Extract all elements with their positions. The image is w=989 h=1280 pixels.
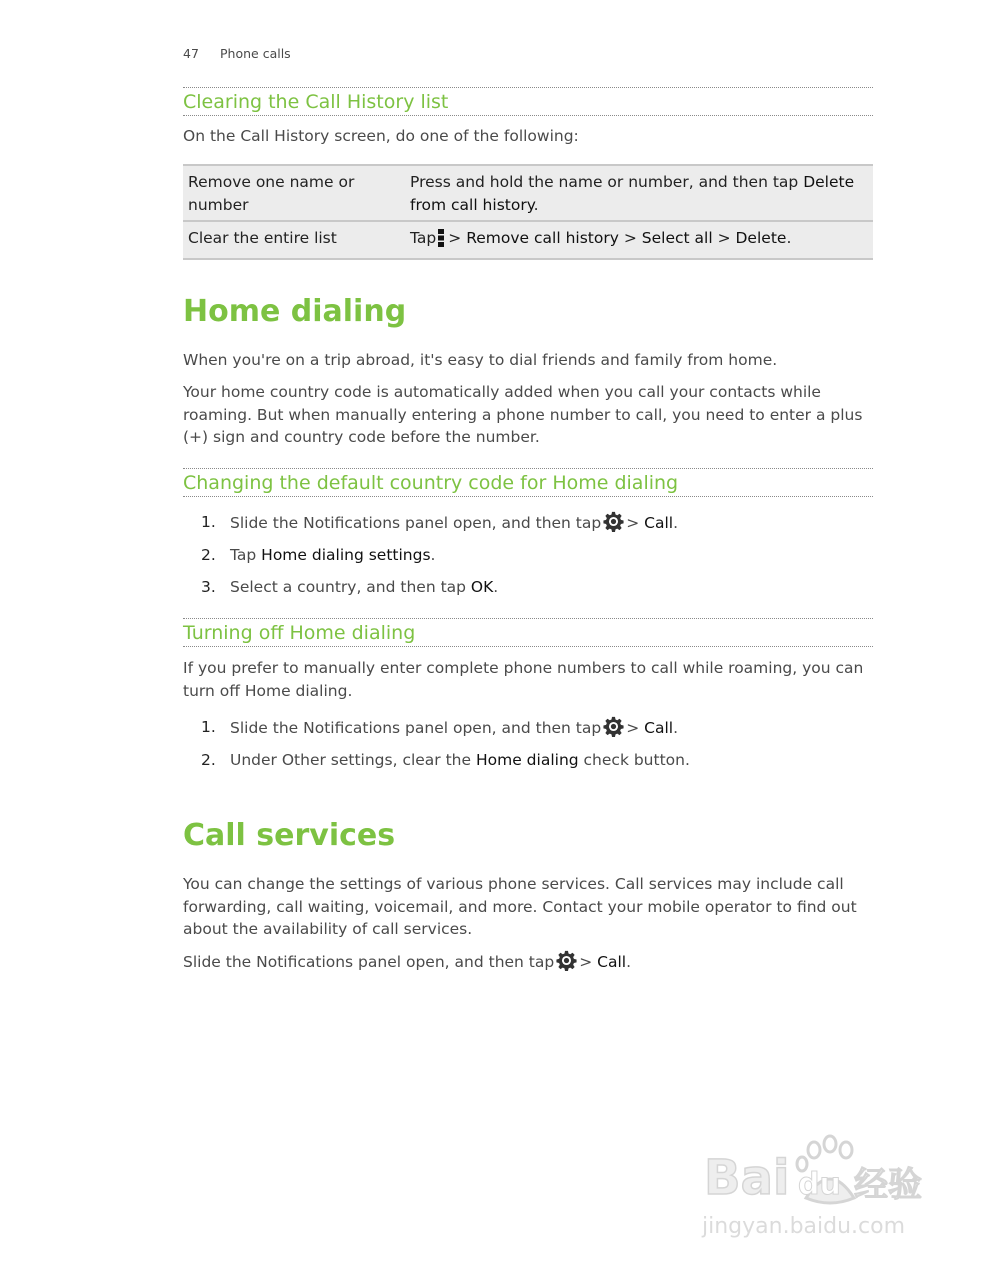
home-dialing-paragraph-1: When you're on a trip abroad, it's easy to dial friends and family from home. <box>183 351 778 369</box>
separator: > <box>626 719 640 737</box>
page-header <box>183 46 291 61</box>
list-item <box>183 716 873 749</box>
watermark-url: jingyan.baidu.com <box>702 1214 906 1239</box>
step-number: 2. <box>201 750 216 769</box>
description-bold: Remove call history <box>466 229 619 247</box>
separator: > <box>579 953 593 971</box>
home-dialing-paragraph-2: Your home country code is automatically added when you call your contacts while roaming. But when manually entering a phone number to call, you need to enter a plus (+) sign and country code before the number. <box>183 383 863 446</box>
table-cell-action: Remove one name or number <box>183 165 405 221</box>
paragraph-end: . <box>626 953 632 971</box>
call-services-paragraph-1: You can change the settings of various phone services. Call services may include call forwarding, call waiting, voicemail, and more. Contact your mobile operator to find out about the availability of call services. <box>183 875 857 938</box>
baidu-watermark <box>702 1132 942 1242</box>
list-item <box>183 576 873 609</box>
table-cell-description <box>405 221 873 259</box>
table-row <box>183 165 873 221</box>
step-text <box>230 716 678 744</box>
gear-icon <box>603 511 624 539</box>
description-text: Press and hold the name or number, and then tap <box>410 173 804 191</box>
step-text-post: check button. <box>578 750 690 769</box>
step-text <box>230 544 435 567</box>
heading-clearing-call-history: Clearing the Call History list <box>183 87 873 116</box>
step-number: 2. <box>201 545 216 564</box>
step-text <box>230 749 690 772</box>
paragraph-bold: Call <box>597 953 627 971</box>
step-number: 3. <box>201 578 216 596</box>
step-bold: Call <box>644 719 674 737</box>
heading-turning-off-home-dialing: Turning off Home dialing <box>183 618 873 647</box>
description-bold: Delete <box>735 229 787 247</box>
step-text-post: . <box>430 545 436 564</box>
page-number: 47 <box>183 46 199 61</box>
step-bold: Home dialing <box>475 750 579 769</box>
step-bold: OK <box>470 578 494 596</box>
separator: > <box>623 229 637 247</box>
step-number: 1. <box>201 513 216 531</box>
section-name: Phone calls <box>220 46 291 61</box>
svg-text:Bai: Bai <box>704 1150 790 1206</box>
step-bold: Home dialing settings <box>261 545 431 564</box>
gear-icon <box>603 716 624 744</box>
separator: > <box>626 514 640 532</box>
step-text-post: . <box>673 719 679 737</box>
turning-off-intro: If you prefer to manually enter complete phone numbers to call while roaming, you can turn off Home dialing. <box>183 659 864 700</box>
call-services-paragraph-2 <box>183 950 873 978</box>
step-bold: Call <box>644 514 674 532</box>
description-text: Tap <box>410 229 437 247</box>
step-text-pre: Select a country, and then tap <box>230 578 471 596</box>
list-item <box>183 511 873 544</box>
baidu-logo-icon <box>702 1132 942 1212</box>
clearing-intro: On the Call History screen, do one of the following: <box>183 127 579 145</box>
separator: > <box>448 229 462 247</box>
step-text <box>230 511 678 539</box>
description-end: . <box>786 229 792 247</box>
step-text-pre: Under Other settings, clear the <box>230 750 476 769</box>
gear-icon <box>556 950 577 978</box>
step-number: 1. <box>201 718 216 736</box>
paragraph-text: Slide the Notifications panel open, and then tap <box>183 953 555 971</box>
step-text-pre: Slide the Notifications panel open, and then tap <box>230 719 602 737</box>
table-row <box>183 221 873 259</box>
step-text-post: . <box>493 578 499 596</box>
heading-changing-country-code: Changing the default country code for Home dialing <box>183 468 873 497</box>
svg-text:du: du <box>798 1167 841 1202</box>
step-text-pre: Slide the Notifications panel open, and then tap <box>230 514 602 532</box>
separator: > <box>717 229 731 247</box>
turning-off-steps-list <box>183 716 873 781</box>
list-item <box>183 749 873 782</box>
list-item <box>183 544 873 577</box>
step-text-pre: Tap <box>230 545 262 564</box>
description-end: . <box>533 195 539 214</box>
step-text <box>230 576 498 599</box>
changing-steps-list <box>183 511 873 609</box>
svg-text:经验: 经验 <box>854 1165 922 1205</box>
table-cell-description <box>405 165 873 221</box>
menu-dots-icon <box>438 229 444 254</box>
step-text-post: . <box>673 514 679 532</box>
heading-call-services: Call services <box>183 818 396 853</box>
description-bold: Select all <box>641 229 713 247</box>
description-bold: Delete from call history <box>410 173 855 214</box>
clearing-options-table <box>183 164 873 260</box>
heading-home-dialing: Home dialing <box>183 294 407 329</box>
table-cell-action: Clear the entire list <box>183 221 405 259</box>
